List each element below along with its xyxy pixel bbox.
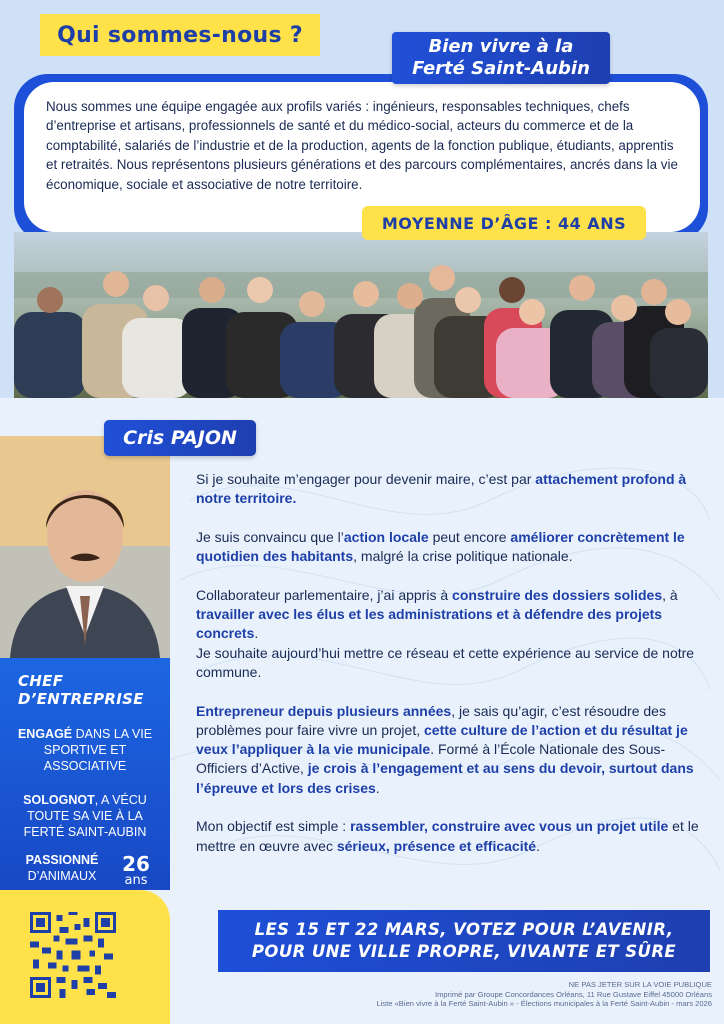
statement-paragraph-5 — [196, 817, 712, 856]
section-title-box — [40, 14, 320, 56]
p4-highlight-a: Entrepreneur depuis plusieurs années — [196, 702, 452, 719]
p3-text-a: Collaborateur parlementaire, j’ai appris à — [196, 586, 453, 603]
p5-text-a: Mon objectif est simple : — [196, 818, 351, 835]
candidate-portrait — [0, 436, 170, 658]
p5-highlight-b: sérieux, présence et efficacité — [336, 837, 537, 854]
p1-text: Si je souhaite m’engager pour devenir maire, c’est par — [196, 471, 536, 487]
section-title: Qui sommes-nous ? — [57, 22, 303, 48]
p4-highlight-c: je crois à l’engagement et au sens du devoir, surtout dans l’épreuve et lors des crises — [196, 760, 694, 796]
p3-text-d: Je souhaite aujourd’hui mettre ce réseau et cette expérience au service de notre commune. — [196, 644, 695, 680]
footer-line3: Liste «Bien vivre à la Ferté Saint-Aubin » - Élections municipales à la Ferté Saint-Aubin - mars 2026 — [376, 999, 712, 1009]
candidate-fact-engaged — [8, 726, 162, 774]
p5-text-c: . — [536, 837, 540, 854]
statement-paragraph-3 — [196, 586, 712, 682]
slogan-line1: Bien vivre à la — [428, 36, 574, 57]
statement-paragraph-2 — [196, 528, 712, 567]
p5-highlight-a: rassembler, construire avec vous un projet utile — [350, 818, 669, 835]
p3-highlight-a: construire des dossiers solides — [452, 586, 663, 603]
p5-text-b: et le mettre en œuvre avec — [196, 818, 699, 854]
candidate-job: CHEF D’ENTREPRISE — [18, 672, 144, 708]
p2-highlight-a: action locale — [343, 528, 429, 545]
candidate-age — [116, 854, 156, 888]
intro-text: Nous sommes une équipe engagée aux profils variés : ingénieurs, responsables techniques, chefs d’entreprise et artisans, professionnels de santé et du médico-social, acteurs du commerce et de la comptabilité, salariés de l’industrie et de la production, agents de la fonction publique, étudiants, apprentis et retraités. Nous représentons plusieurs générations et des parcours complémentaires, ancrés dans la vie économique, sociale et associative de notre territoire. — [46, 99, 678, 192]
footer-line1: NE PAS JETER SUR LA VOIE PUBLIQUE — [568, 980, 712, 989]
p4-text-a: , je sais qu’agir, c’est résoudre des problèmes pour faire vivre un projet, — [196, 702, 666, 738]
slogan-tag — [392, 32, 610, 84]
fact-engaged-text: DANS LA VIE SPORTIVE ET ASSOCIATIVE — [43, 727, 153, 773]
team-photo-illustration — [14, 232, 708, 398]
legal-footer — [292, 980, 712, 1009]
p4-text-c: . — [375, 779, 380, 796]
p2-text-a: Je suis convaincu que l’ — [196, 528, 344, 545]
p2-highlight-b: améliorer concrètement le quotidien des habitants — [196, 528, 685, 565]
fact-engaged-bold: ENGAGÉ — [17, 727, 73, 741]
qr-code[interactable] — [30, 912, 116, 998]
statement-paragraph-4 — [196, 702, 712, 798]
p4-highlight-b: cette culture de l’action et du résultat je veux l’appliquer à la vie municipale — [196, 721, 688, 758]
fact-animals-bold: PASSIONNÉ — [25, 853, 99, 867]
footer-line2: Imprimé par Groupe Concordances Orléans, 11 Rue Gustave Eiffel 45000 Orléans — [434, 989, 712, 999]
slogan-line2: Ferté Saint-Aubin — [412, 58, 590, 79]
p3-highlight-b: travailler avec les élus et les administrations et à défendre des projets concrets — [196, 606, 663, 642]
candidate-fact-solognot — [8, 792, 162, 840]
candidate-age-unit: ans — [124, 873, 148, 888]
p1-highlight: attachement profond à notre territoire. — [196, 471, 687, 507]
p4-text-b: . Formé à l’École Nationale des Sous-Officiers d’Active, — [196, 741, 666, 777]
vote-banner-line1: LES 15 ET 22 MARS, VOTEZ POUR L’AVENIR, — [254, 920, 674, 939]
average-age-badge: MOYENNE D’ÂGE : 44 ANS — [362, 206, 646, 240]
candidate-photo — [0, 436, 170, 658]
fact-solognot-bold: SOLOGNOT — [23, 793, 95, 807]
fact-animals-text: D’ANIMAUX — [27, 869, 97, 883]
p3-text-c: . — [254, 625, 259, 642]
statement-paragraph-1 — [196, 470, 712, 509]
candidate-statement — [196, 470, 712, 875]
p3-text-b: , à — [662, 586, 678, 603]
vote-banner-line2: POUR UNE VILLE PROPRE, VIVANTE ET SÛRE — [251, 942, 677, 961]
candidate-name-tag: Cris PAJON — [104, 420, 256, 456]
p2-text-c: , malgré la crise politique nationale. — [353, 548, 573, 565]
fact-solognot-text: , A VÉCU TOUTE SA VIE À LA FERTÉ SAINT-AUBIN — [23, 793, 147, 839]
candidate-fact-animals — [6, 852, 118, 884]
p2-text-b: peut encore — [428, 528, 511, 545]
team-photo — [14, 232, 708, 398]
vote-banner — [218, 910, 710, 972]
candidate-age-number: 26 — [122, 852, 150, 876]
